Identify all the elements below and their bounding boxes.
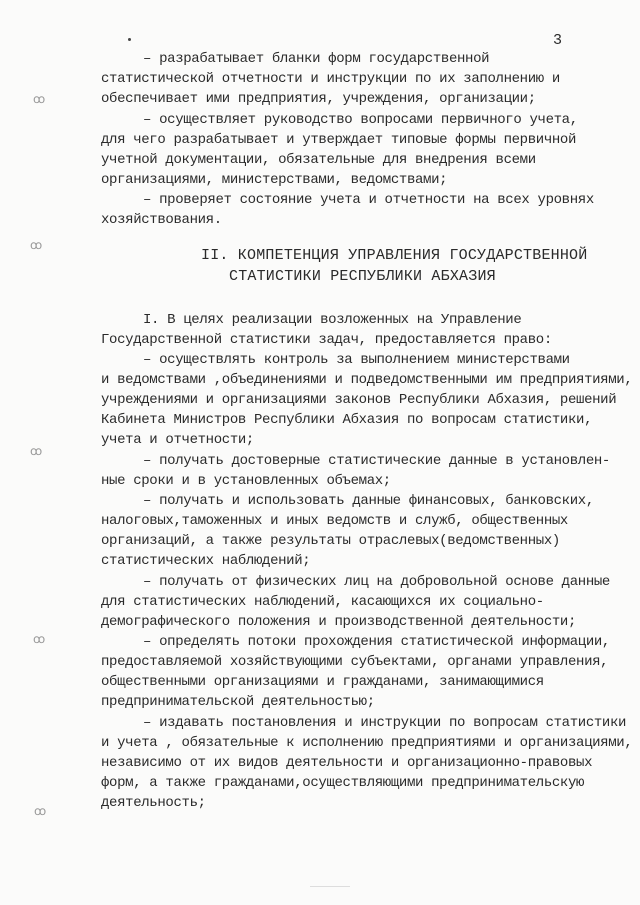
hole-punch-mark: ꝏ	[33, 93, 46, 107]
text-line: – осуществляет руководство вопросами первичного учета,	[143, 112, 578, 128]
scan-artifact-line	[310, 886, 350, 887]
text-line: – получать от физических лиц на добровольной основе данные	[143, 574, 610, 590]
text-line: – разрабатывает бланки форм государственной	[143, 51, 490, 67]
text-line: предпринимательской деятельностью;	[101, 694, 375, 710]
text-line: хозяйствования.	[101, 212, 222, 228]
text-line: организаций, а также результаты отраслевых(ведомственных)	[101, 533, 560, 549]
text-line: статистических наблюдений;	[101, 553, 311, 569]
text-line: независимо от их видов деятельности и организационно-правовых	[101, 755, 593, 771]
text-line: – определять потоки прохождения статистической информации,	[143, 634, 610, 650]
text-line: для статистических наблюдений, касающихся их социально-	[101, 594, 544, 610]
text-line: предоставляемой хозяйствующими субъектами, органами управления,	[101, 654, 609, 670]
text-line: I. В целях реализации возложенных на Управление	[143, 312, 522, 328]
text-line: ные сроки и в установленных объемах;	[101, 473, 391, 489]
text-line: для чего разрабатывает и утверждает типовые формы первичной	[101, 132, 577, 148]
text-line: – осуществлять контроль за выполнением министерствами	[143, 352, 570, 368]
section-heading: II. КОМПЕТЕНЦИЯ УПРАВЛЕНИЯ ГОСУДАРСТВЕННОЙ	[201, 247, 588, 264]
hole-punch-mark: ꝏ	[30, 445, 43, 459]
text-line: и ведомствами ,объединениями и подведомственными им предприятиями,	[101, 372, 633, 388]
text-line: учреждениями и организациями законов Республики Абхазия, решений	[101, 392, 617, 408]
text-line: форм, а также гражданами,осуществляющими предпринимательскую	[101, 775, 585, 791]
text-line: деятельность;	[101, 795, 206, 811]
text-line: организациями, министерствами, ведомствами;	[101, 172, 448, 188]
text-line: обеспечивает ими предприятия, учреждения, организации;	[101, 91, 536, 107]
text-line: – проверяет состояние учета и отчетности на всех уровнях	[143, 192, 594, 208]
section-heading: СТАТИСТИКИ РЕСПУБЛИКИ АБХАЗИЯ	[229, 268, 496, 285]
text-line: – получать и использовать данные финансовых, банковских,	[143, 493, 594, 509]
text-line: Кабинета Министров Республики Абхазия по вопросам статистики,	[101, 412, 593, 428]
hole-punch-mark: ꝏ	[33, 633, 46, 647]
text-line: учетной документации, обязательные для внедрения всеми	[101, 152, 536, 168]
text-line: – получать достоверные статистические данные в установлен-	[143, 453, 610, 469]
text-line: и учета , обязательные к исполнению предприятиями и организациями,	[101, 735, 633, 751]
hole-punch-mark: ꝏ	[34, 805, 47, 819]
text-line: – издавать постановления и инструкции по вопросам статистики	[143, 715, 627, 731]
text-line: общественными организациями и гражданами, занимающимися	[101, 674, 544, 690]
hole-punch-mark: ꝏ	[30, 239, 43, 253]
text-line: налоговых,таможенных и иных ведомств и служб, общественных	[101, 513, 568, 529]
text-line: демографического положения и производственной деятельности;	[101, 614, 577, 630]
page-number: 3	[553, 32, 563, 49]
text-line: статистической отчетности и инструкции по их заполнению и	[101, 71, 560, 87]
text-line: Государственной статистики задач, предоставляется право:	[101, 332, 552, 348]
text-line: учета и отчетности;	[101, 432, 254, 448]
speck	[128, 38, 131, 41]
